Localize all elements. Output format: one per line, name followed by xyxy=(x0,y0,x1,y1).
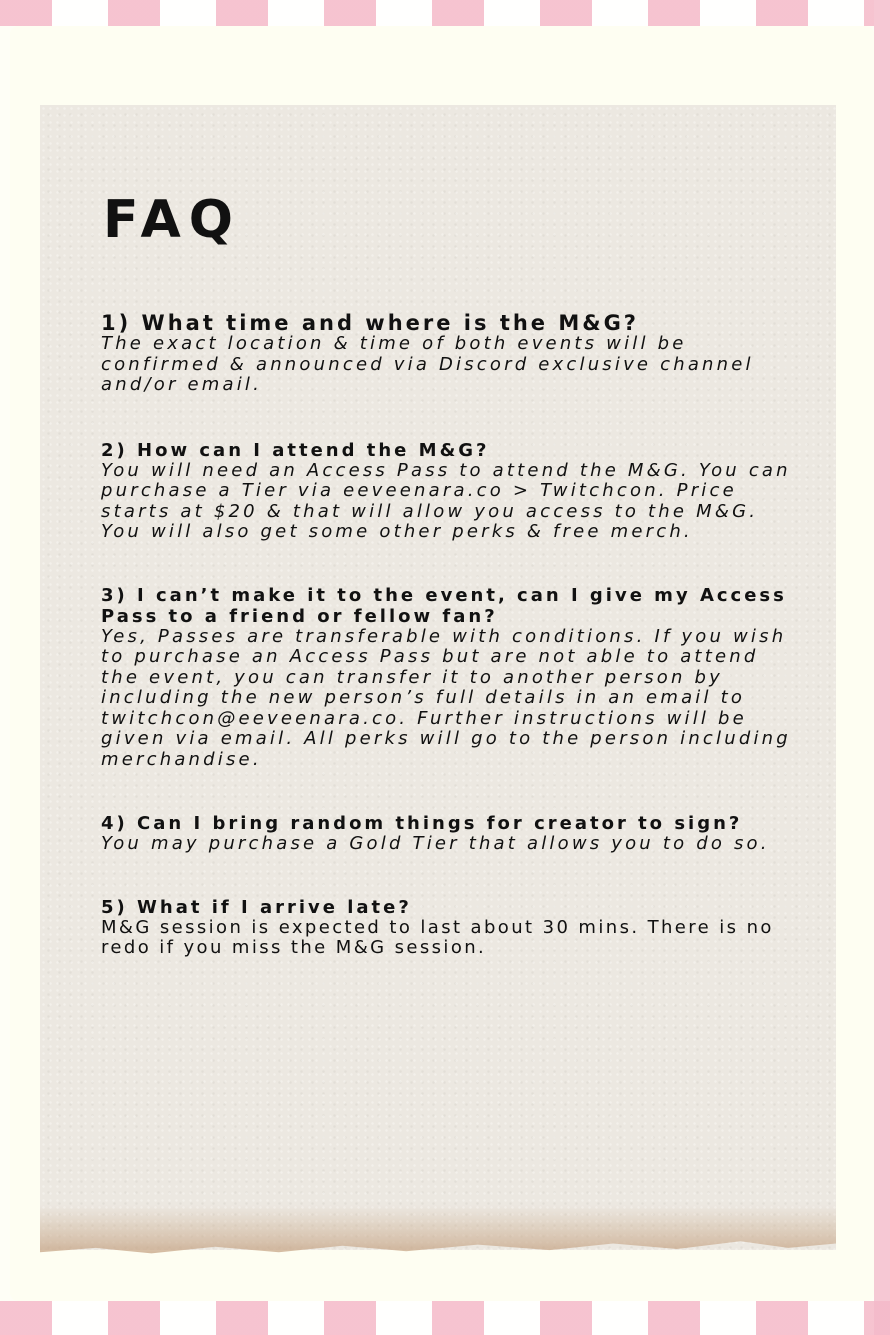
faq-question-text: What if I arrive late? xyxy=(137,896,412,918)
faq-item-5 xyxy=(101,897,791,959)
faq-item-3 xyxy=(101,585,791,771)
faq-number: 5) xyxy=(101,896,128,918)
faq-answer: M&G session is expected to last about 30 mins. There is no redo if you miss the M&G session. xyxy=(101,916,774,958)
faq-number: 4) xyxy=(101,813,128,834)
faq-item-2 xyxy=(101,440,791,543)
pink-stripe-border-top xyxy=(0,0,890,26)
faq-question xyxy=(101,813,791,834)
pink-border-right xyxy=(874,0,890,1335)
faq-number: 3) xyxy=(101,584,128,606)
faq-question xyxy=(101,440,791,461)
faq-answer: The exact location & time of both events will be confirmed & announced via Discord exclusive channel and/or email. xyxy=(101,333,754,395)
faq-question-text: I can’t make it to the event, can I give my Access Pass to a friend or fellow fan? xyxy=(101,584,787,627)
faq-question xyxy=(101,897,791,918)
faq-item-1 xyxy=(101,313,791,396)
faq-question-text: Can I bring random things for creator to sign? xyxy=(137,813,743,834)
faq-question xyxy=(101,585,791,627)
faq-question-text: How can I attend the M&G? xyxy=(137,439,490,461)
faq-question-text: What time and where is the M&G? xyxy=(141,311,639,335)
faq-number: 1) xyxy=(101,311,132,335)
faq-question xyxy=(101,313,791,334)
faq-content xyxy=(101,190,791,959)
faq-item-4 xyxy=(101,813,791,855)
faq-answer: You will need an Access Pass to attend the M&G. You can purchase a Tier via eeveenara.co > Twitchcon. Price starts at $20 & that will allow you access to the M&G. You will also get some other perks & free merch. xyxy=(101,459,791,542)
pink-stripe-border-bottom xyxy=(0,1301,890,1335)
faq-number: 2) xyxy=(101,439,128,461)
page-title: FAQ xyxy=(103,190,242,250)
faq-answer: You may purchase a Gold Tier that allows you to do so. xyxy=(101,833,770,854)
faq-answer: Yes, Passes are transferable with conditions. If you wish to purchase an Access Pass but are not able to attend the event, you can transfer it to another person by including the new person’s full details in an email to twitchcon@eeveenara.co. Further instructions will be given via email. All perks will go to the person including merchandise. xyxy=(101,625,791,770)
